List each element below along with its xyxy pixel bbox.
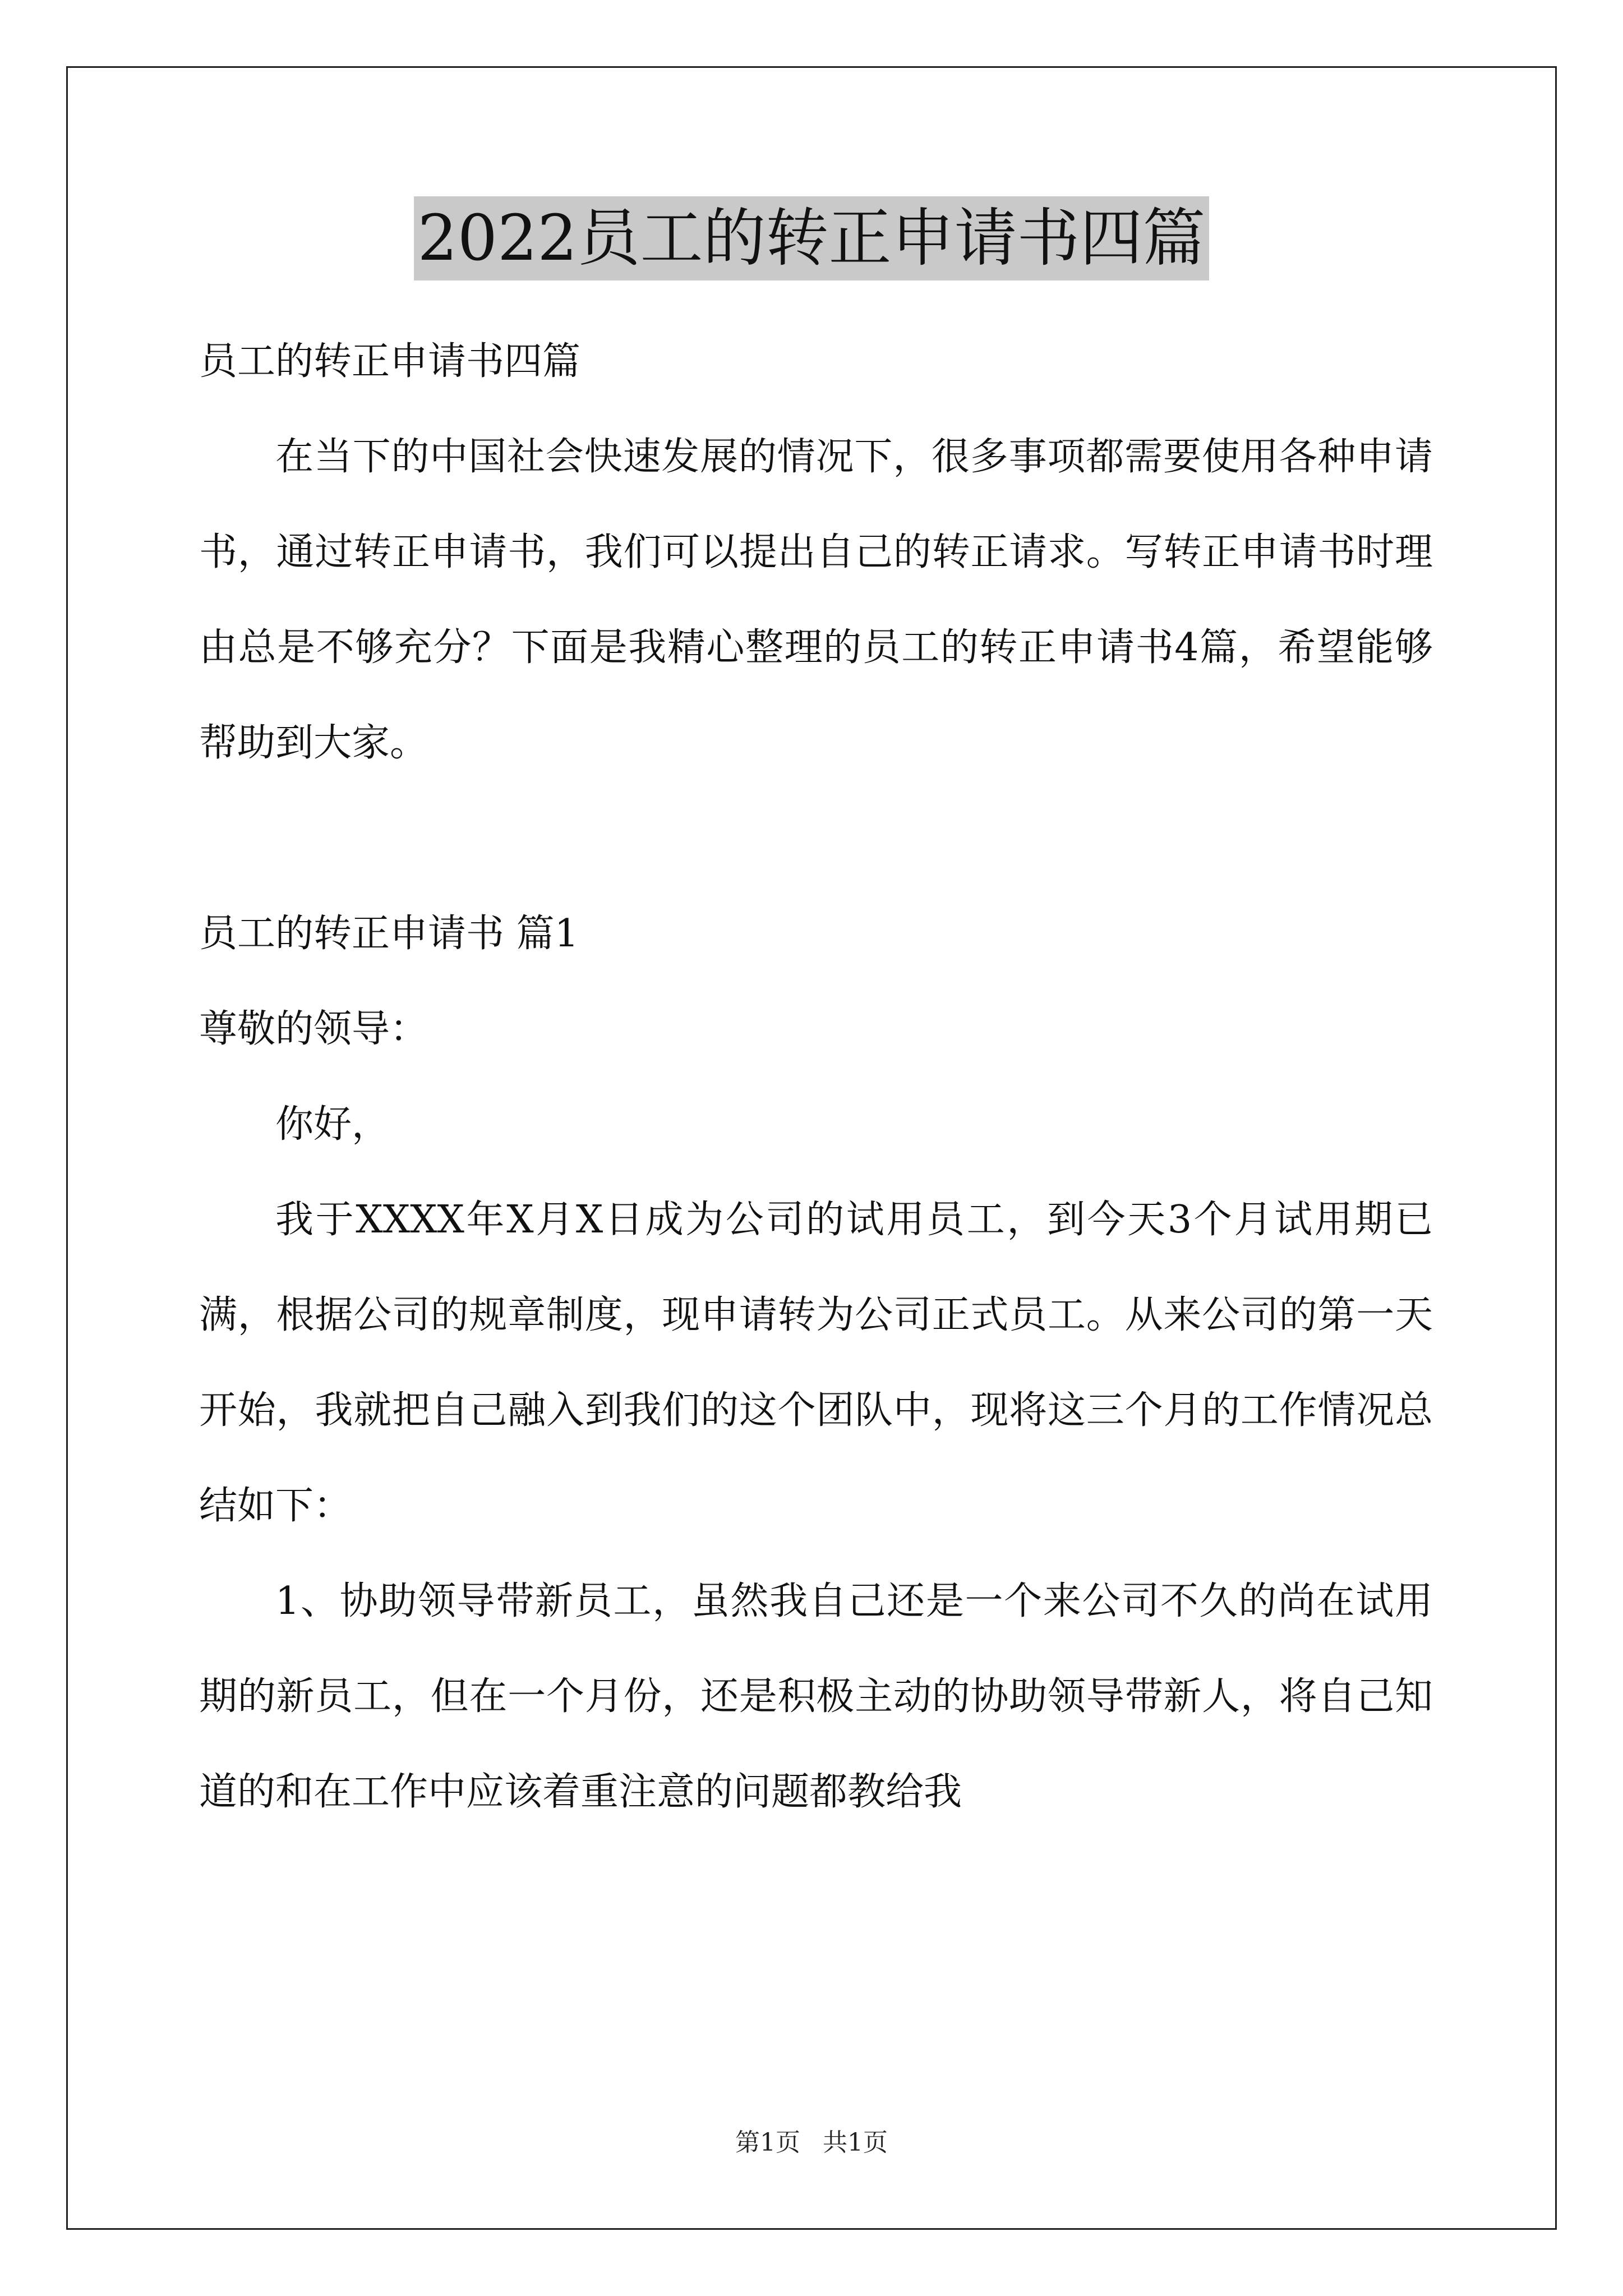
page-footer <box>0 2126 1623 2160</box>
document-title: 2022员工的转正申请书四篇 <box>414 196 1209 280</box>
page-number-current: 第1页 <box>735 2128 800 2157</box>
body-paragraph-1: 我于XXXX年X月X日成为公司的试用员工，到今天3个月试用期已满，根据公司的规章制度，现申请转为公司正式员工。从来公司的第一天开始，我就把自己融入到我们的这个团队中，现将这三个月的工作情况总结如下： <box>199 1198 1433 1528</box>
body-paragraph-2: 1、协助领导带新员工，虽然我自己还是一个来公司不久的尚在试用期的新员工，但在一个月份，还是积极主动的协助领导带新人，将自己知道的和在工作中应该着重注意的问题都教给我 <box>199 1579 1433 1814</box>
salutation: 尊敬的领导： <box>199 1007 428 1051</box>
document-body <box>199 314 1433 1840</box>
page-number-total: 共1页 <box>823 2128 888 2157</box>
greeting: 你好， <box>275 1102 390 1147</box>
document-subtitle: 员工的转正申请书四篇 <box>199 339 581 384</box>
section-heading: 员工的转正申请书 篇1 <box>199 912 579 956</box>
intro-paragraph: 在当下的中国社会快速发展的情况下，很多事项都需要使用各种申请书，通过转正申请书，我们可以提出自己的转正请求。写转正申请书时理由总是不够充分？下面是我精心整理的员工的转正申请书4篇，希望能够帮助到大家。 <box>199 435 1433 765</box>
title-container <box>0 196 1623 280</box>
